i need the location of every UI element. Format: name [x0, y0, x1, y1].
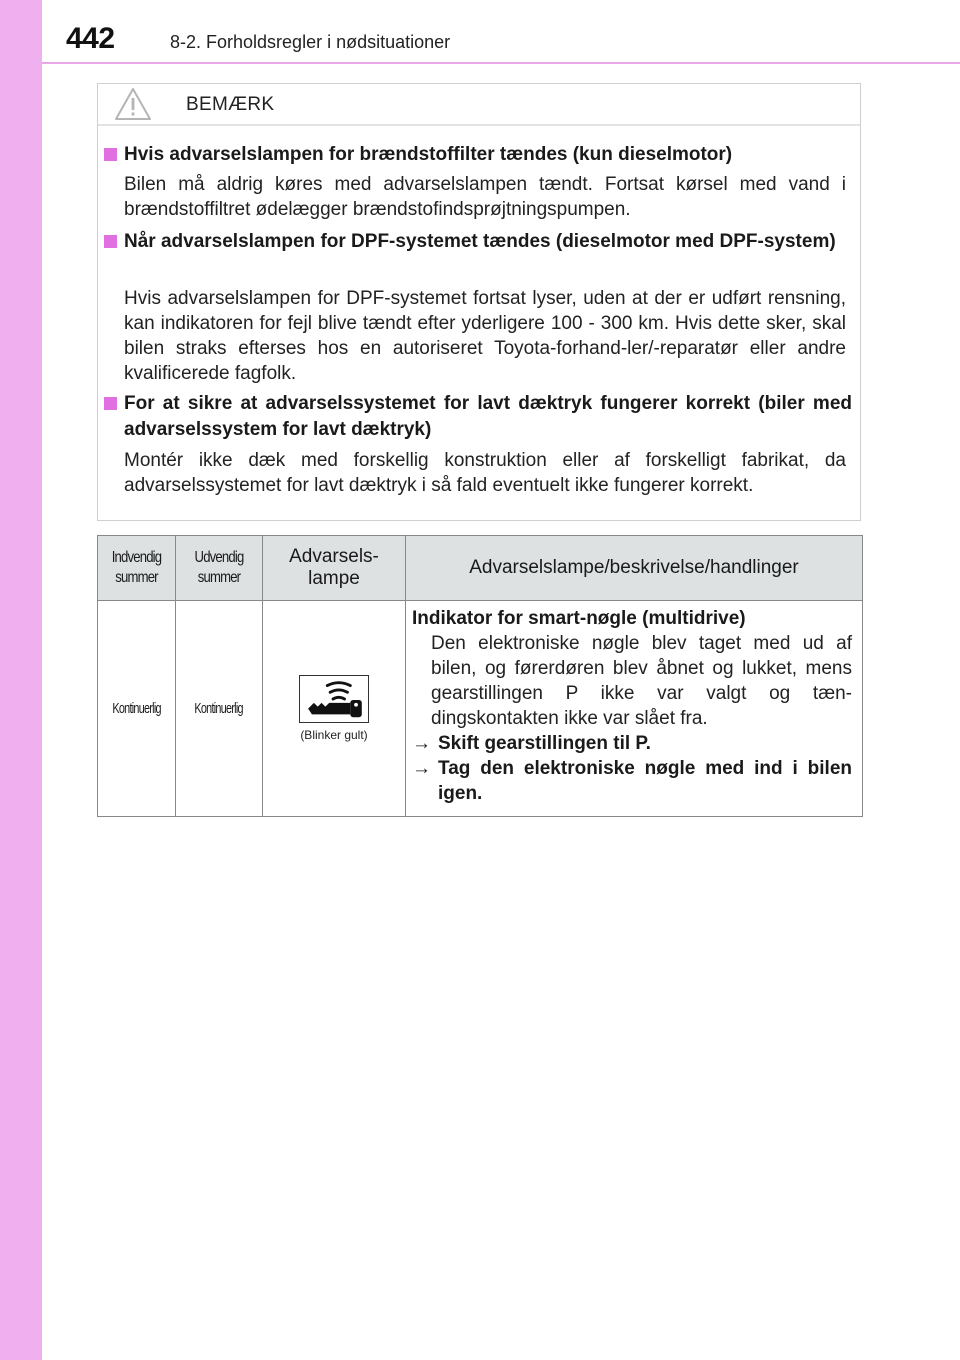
section-text: Bilen må aldrig køres med advarselslampen tændt. Fortsat kørsel med vand i brændstoffiltret ødelægger brændstofindsprøjtningspumpen.	[124, 174, 846, 220]
arrow-right-icon: →	[412, 733, 431, 754]
notice-title: BEMÆRK	[186, 94, 275, 115]
warning-lamp-table	[97, 535, 863, 817]
action-item: → Tag den elektroniske nøgle med ind i bilen igen.	[412, 758, 852, 804]
header-divider	[42, 62, 960, 64]
square-bullet-icon	[104, 148, 117, 161]
indoor-buzzer-cell: Kontinuerlig	[98, 601, 176, 817]
indicator-description: Den elektroniske nøgle blev taget med ud af bilen, og førerdøren blev åbnet og lukket, mens gearstillingen P ikke var valgt og tæn-dingskontakten ikke var slået fra.	[431, 633, 852, 729]
section-heading: Hvis advarselslampen for brændstoffilter tændes (kun dieselmotor)	[124, 144, 733, 165]
square-bullet-icon	[104, 235, 117, 248]
warning-triangle-icon	[114, 87, 152, 121]
table-header-row	[98, 536, 863, 601]
lamp-caption: (Blinker gult)	[300, 728, 368, 742]
page-number: 442	[66, 22, 115, 55]
outdoor-buzzer-cell: Kontinuerlig	[176, 601, 263, 817]
column-header-outdoor-buzzer: Udvendig summer	[176, 536, 263, 601]
description-cell	[406, 601, 863, 817]
notice-box	[97, 83, 861, 521]
square-bullet-icon	[104, 397, 117, 410]
arrow-right-icon: →	[412, 758, 431, 779]
section-heading: Når advarselslampen for DPF-systemet tændes (dieselmotor med DPF-system)	[124, 231, 836, 252]
section-text: Montér ikke dæk med forskellig konstruktion eller af forskelligt fabrikat, da advarselssystemet for lavt dæktryk i så fald eventuelt ikke fungerer korrekt.	[124, 450, 846, 496]
chapter-title: 8-2. Forholdsregler i nødsituationer	[170, 32, 451, 52]
column-header-description: Advarselslampe/beskrivelse/handlinger	[406, 536, 863, 601]
table-row	[98, 601, 863, 817]
section-text: Hvis advarselslampen for DPF-systemet fortsat lyser, uden at der er udført rensning, kan indikatoren for fejl blive tændt efter yderligere 100 - 300 km. Hvis dette sker, skal bilen straks efterses hos en autoriseret Toyota-forhand-ler/-reparatør eller andre kvalificerede fagfolk.	[124, 288, 846, 384]
section-heading: For at sikre at advarselssystemet for lavt dæktryk fungerer korrekt (biler med advarselssystem for lavt dæktryk)	[124, 393, 852, 440]
column-header-warning-lamp: Advarsels-lampe	[263, 536, 406, 601]
indicator-title: Indikator for smart-nøgle (multidrive)	[412, 608, 746, 629]
warning-lamp-cell	[263, 601, 406, 817]
notice-header	[98, 84, 860, 126]
column-header-indoor-buzzer: Indvendig summer	[98, 536, 176, 601]
chapter-sidebar	[0, 0, 42, 1360]
action-item: → Skift gearstillingen til P.	[412, 733, 651, 754]
smart-key-indicator-icon	[299, 675, 369, 723]
